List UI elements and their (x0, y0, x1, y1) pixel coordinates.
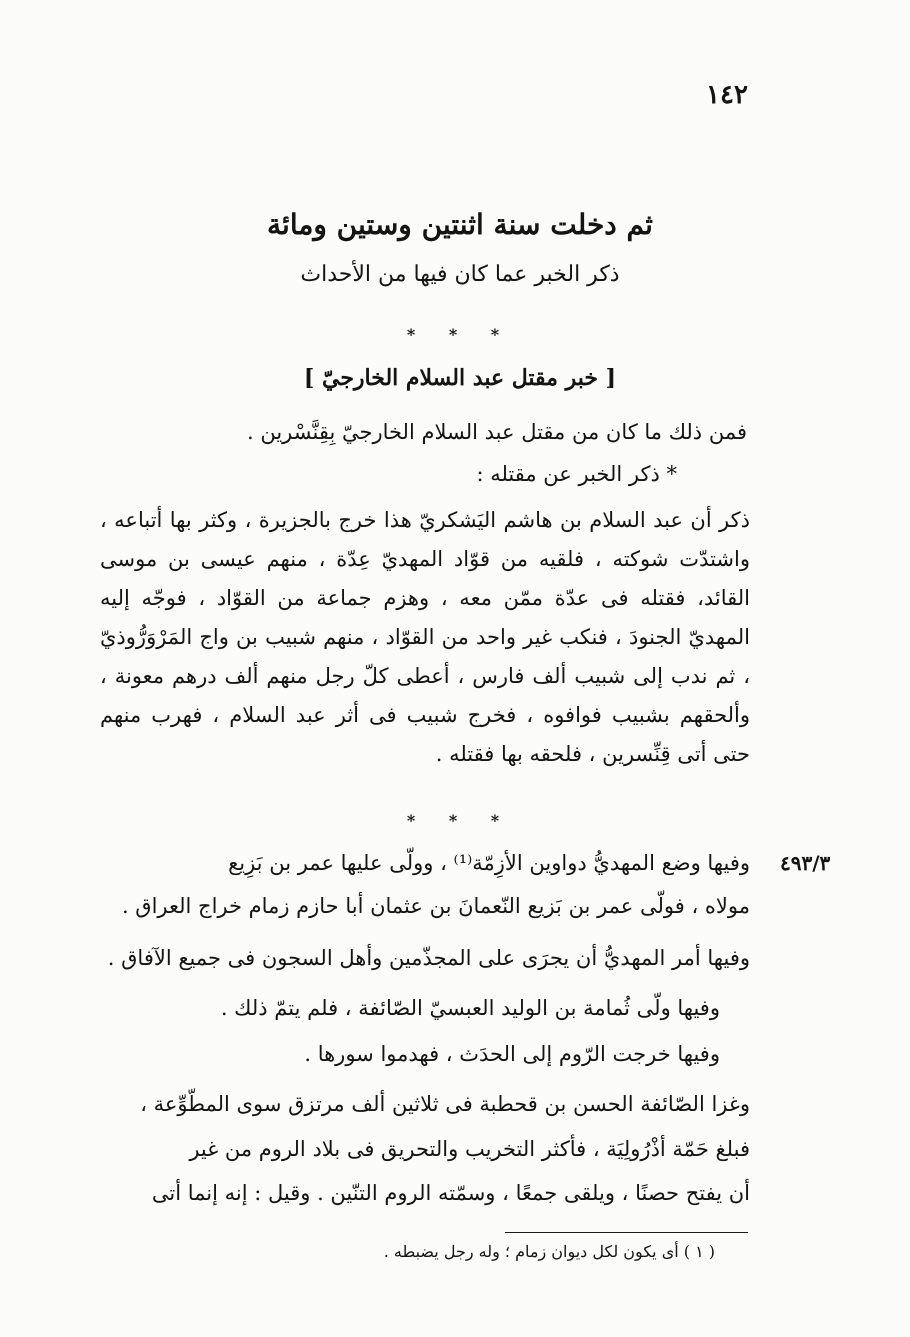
text-line: مولاه ، فولّى عمر بن بَزيع النّعمانَ بن عثمان أبا حازم زمام خراج العراق . (121, 894, 750, 918)
separator-stars: * * * (406, 811, 514, 830)
text-line: فبلغ حَمّة أذْرُولِيَة ، فأكثر التخريب والتحريق فى بلاد الروم من غير (189, 1137, 750, 1161)
text-line: أن يفتح حصنًا ، ويلقى جمعًا ، وسمّته الروم التنّين . وقيل : إنه إنما أتى (151, 1181, 750, 1205)
text-line: وفيها خرجت الرّوم إلى الحدَث ، فهدموا سورها . (304, 1042, 720, 1066)
text-line: وفيها ولّى ثُمامة بن الوليد العبسيّ الصّائفة ، فلم يتمّ ذلك . (220, 996, 720, 1020)
intro-line: فمن ذلك ما كان من مقتل عبد السلام الخارجيّ بِقِنَّسْرين . (246, 420, 747, 444)
footnote: ( ١ ) أى يكون لكل ديوان زمام ؛ وله رجل يضبطه . (383, 1242, 715, 1261)
section-heading: [ خبر مقتل عبد السلام الخارجيّ ] (303, 365, 617, 391)
footnote-rule (505, 1232, 748, 1233)
margin-reference: ٤٩٣/٣ (780, 851, 831, 875)
text-line: وغزا الصّائفة الحسن بن قحطبة فى ثلاثين ألف مرتزق سوى المطّوِّعة ، (140, 1092, 750, 1116)
separator-stars: * * * (406, 325, 514, 344)
news-line: * ذكر الخبر عن مقتله : (476, 462, 677, 486)
chapter-subtitle: ذكر الخبر عما كان فيها من الأحداث (300, 262, 620, 287)
text-line: وفيها وضع المهديُّ دواوين الأزِمّة⁽¹⁾ ، وولّى عليها عمر بن بَزِيع (228, 851, 750, 875)
body-paragraph: ذكر أن عبد السلام بن هاشم اليَشكريّ هذا خرج بالجزيرة ، وكثر بها أتباعه ، واشتدّت شوكته ، فلقيه من قوّاد المهديّ عِدّة ، منهم عيسى بن موسى القائد، فقتله فى عدّة ممّن معه ، وهزم جماعة من القوّاد ، فوجّه إليه المهديّ الجنودَ ، فنكب غير واحد من القوّاد ، منهم شبيب بن واج المَرْوَرُّوذيّ ، ثم ندب إلى شبيب ألف فارس ، أعطى كلّ رجل منهم ألف درهم معونة ، وألحقهم بشبيب فوافوه ، فخرج شبيب فى أثر عبد السلام ، فهرب منهم حتى أتى قِنِّسرين ، فلحقه بها فقتله . (100, 508, 750, 766)
text-line: وفيها أمر المهديُّ أن يجرَى على المجذّمين وأهل السجون فى جميع الآفاق . (107, 946, 750, 970)
page-number: ١٤٢ (706, 80, 748, 110)
year-title: ثم دخلت سنة اثنتين وستين ومائة (267, 208, 653, 241)
